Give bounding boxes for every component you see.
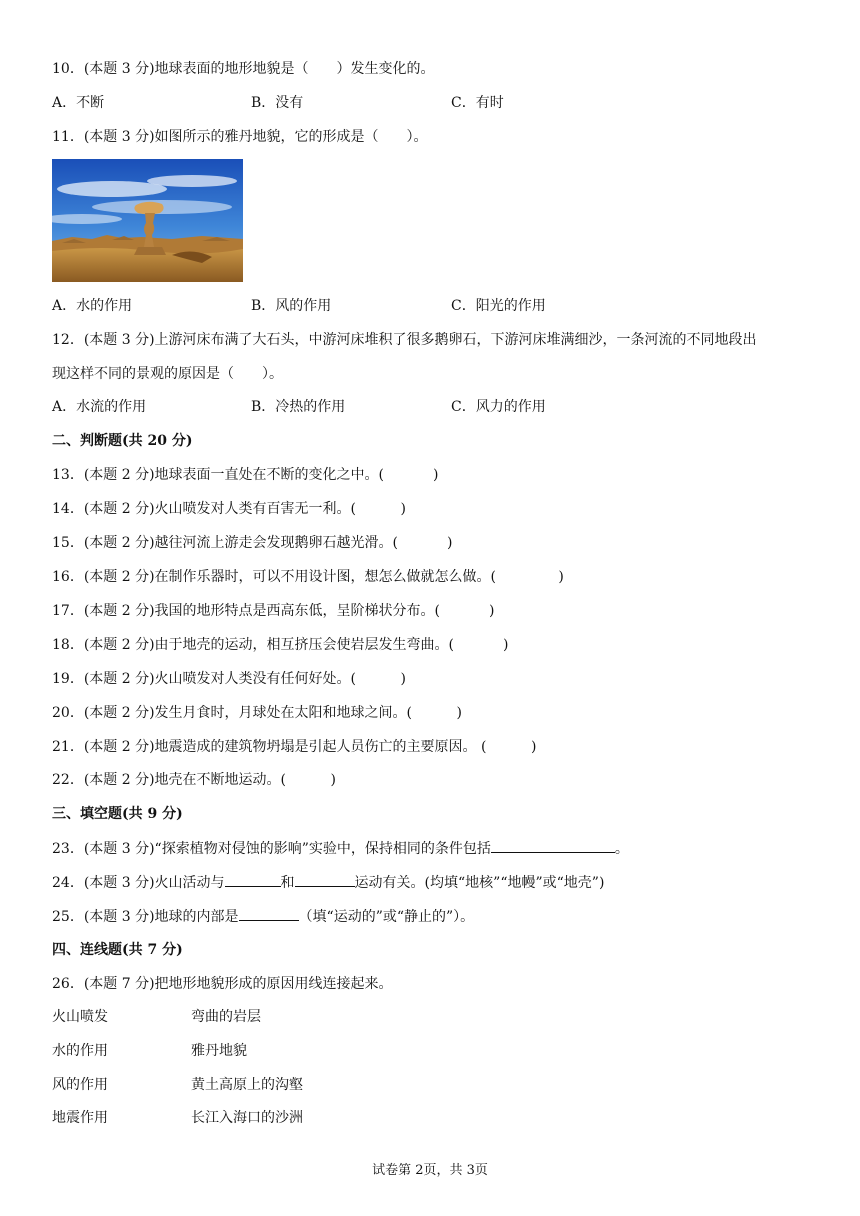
match-right-1[interactable]: 弯曲的岩层 [191, 1009, 261, 1025]
judge-item-19-close: ) [400, 671, 406, 687]
match-left-2[interactable]: 水的作用 [52, 1043, 108, 1059]
fill-item-23-text: 23．(本题 3 分)“探索植物对侵蚀的影响”实验中，保持相同的条件包括 [52, 841, 491, 857]
q10-option-c: C．有时 [451, 95, 504, 111]
fill-blank-24b[interactable] [295, 872, 355, 887]
judge-item-22 [52, 770, 336, 790]
page-footer: 试卷第 2页，共 3页 [372, 1163, 488, 1178]
judge-item-18-close: ) [502, 637, 509, 653]
judge-item-17 [52, 601, 494, 621]
section-heading-match: 四、连线题(共 7 分) [52, 942, 183, 958]
q12-stem-line2: 现这样不同的景观的原因是（ ）。 [52, 366, 283, 382]
q11-option-b: B．风的作用 [251, 298, 332, 314]
judge-item-15-text: 15．(本题 2 分)越往河流上游走会发现鹅卵石越光滑。( [52, 535, 399, 551]
judge-item-19 [52, 669, 406, 689]
judge-item-15-close: ) [446, 535, 453, 551]
fill-blank-25[interactable] [239, 906, 299, 921]
fill-item-25-text: 25．(本题 3 分)地球的内部是 [52, 909, 239, 925]
judge-item-13-text: 13．(本题 2 分)地球表面一直处在不断的变化之中。( [52, 467, 385, 483]
judge-item-18-text: 18．(本题 2 分)由于地壳的运动，相互挤压会使岩层发生弯曲。( [52, 637, 455, 653]
q10-option-b: B．没有 [251, 95, 304, 111]
q12-option-c: C．风力的作用 [451, 399, 546, 415]
judge-item-14-close: ) [400, 501, 406, 517]
judge-item-18 [52, 635, 508, 655]
judge-item-20-close: ) [456, 705, 462, 721]
match-right-3[interactable]: 黄土高原上的沟壑 [191, 1077, 303, 1093]
fill-item-24-text: 24．(本题 3 分)火山活动与 [52, 875, 225, 891]
judge-item-21-text: 21．(本题 2 分)地震造成的建筑物坍塌是引起人员伤亡的主要原因。 ( [52, 739, 487, 755]
match-left-4[interactable]: 地震作用 [52, 1110, 108, 1126]
judge-item-17-close: ) [488, 603, 495, 619]
fill-item-24-mid: 和 [280, 875, 295, 891]
q12-stem-line1: 12．(本题 3 分)上游河床布满了大石头，中游河床堆积了很多鹅卵石，下游河床堆满细沙，一条河流的不同地段出 [52, 332, 757, 348]
judge-item-16-text: 16．(本题 2 分)在制作乐器时，可以不用设计图，想怎么做就怎么做。( [52, 569, 497, 585]
match-left-1[interactable]: 火山喷发 [52, 1009, 108, 1025]
judge-item-13 [52, 465, 438, 485]
fill-blank-24a[interactable] [225, 872, 281, 887]
q11-option-a: A．水的作用 [52, 298, 133, 314]
q11-stem: 11．(本题 3 分)如图所示的雅丹地貌，它的形成是（ ）。 [52, 129, 428, 145]
judge-item-16 [52, 567, 564, 587]
yardang-photo [52, 159, 243, 282]
judge-item-15 [52, 533, 452, 553]
q10-option-a: A．不断 [52, 95, 105, 111]
judge-item-21 [52, 737, 536, 757]
fill-item-23-end: 。 [614, 841, 629, 857]
fill-item-25-end: （填“运动的”或“静止的”）。 [298, 909, 475, 925]
fill-blank-23[interactable] [491, 838, 615, 853]
match-right-2[interactable]: 雅丹地貌 [191, 1043, 247, 1059]
fill-item-24 [52, 872, 604, 893]
judge-item-14-text: 14．(本题 2 分)火山喷发对人类有百害无一利。( [52, 501, 357, 517]
judge-item-22-text: 22．(本题 2 分)地壳在不断地运动。( [52, 772, 287, 788]
section-heading-fill: 三、填空题(共 9 分) [52, 806, 183, 822]
section-heading-judge: 二、判断题(共 20 分) [52, 433, 193, 449]
q12-option-a: A．水流的作用 [52, 399, 147, 415]
judge-item-14 [52, 499, 406, 519]
judge-item-16-close: ) [558, 569, 564, 585]
match-right-4[interactable]: 长江入海口的沙洲 [191, 1110, 303, 1126]
fill-item-25 [52, 906, 474, 927]
q10-stem: 10．(本题 3 分)地球表面的地形地貌是（ ）发生变化的。 [52, 61, 435, 77]
judge-item-20-text: 20．(本题 2 分)发生月食时，月球处在太阳和地球之间。( [52, 705, 413, 721]
judge-item-22-close: ) [330, 772, 336, 788]
q11-option-c: C．阳光的作用 [451, 298, 546, 314]
judge-item-17-text: 17．(本题 2 分)我国的地形特点是西高东低，呈阶梯状分布。( [52, 603, 441, 619]
fill-item-23 [52, 838, 629, 859]
judge-item-20 [52, 703, 462, 723]
judge-item-19-text: 19．(本题 2 分)火山喷发对人类没有任何好处。( [52, 671, 357, 687]
fill-item-24-end: 运动有关。(均填“地核”“地幔”或“地壳”) [354, 875, 605, 891]
match-item-26-stem: 26．(本题 7 分)把地形地貌形成的原因用线连接起来。 [52, 976, 393, 992]
match-left-3[interactable]: 风的作用 [52, 1077, 108, 1093]
q12-option-b: B．冷热的作用 [251, 399, 346, 415]
judge-item-13-close: ) [432, 467, 439, 483]
judge-item-21-close: ) [530, 739, 537, 755]
